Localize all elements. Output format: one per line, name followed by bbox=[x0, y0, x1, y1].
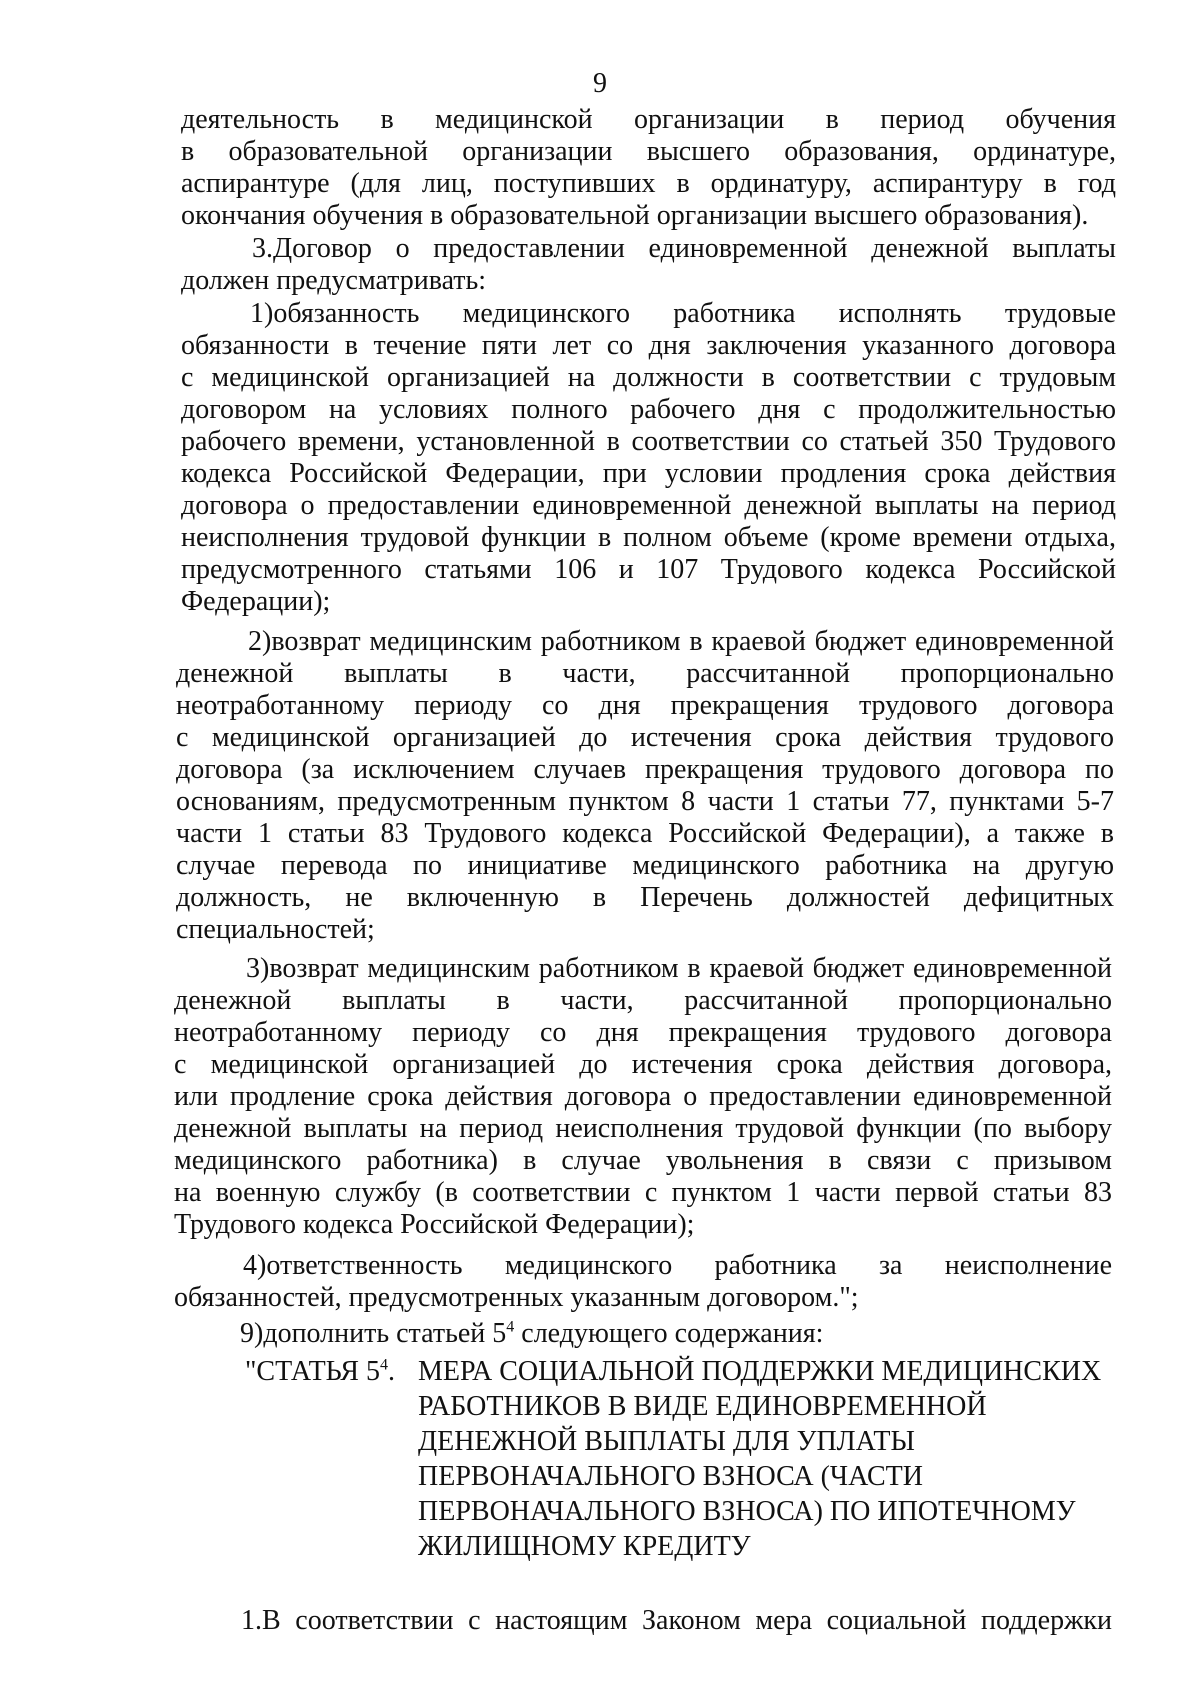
text-line: денежной выплаты на период неисполнения трудовой функции (по выбору bbox=[174, 1113, 1112, 1144]
text-line: предусмотренного статьями 106 и 107 Трудового кодекса Российской bbox=[181, 554, 1116, 585]
text-line: неотработанному периоду со дня прекращения трудового договора bbox=[174, 1017, 1112, 1048]
text-line: договора (за исключением случаев прекращения трудового договора по bbox=[176, 754, 1114, 785]
article-title-line: ПЕРВОНАЧАЛЬНОГО ВЗНОСА) ПО ИПОТЕЧНОМУ bbox=[418, 1496, 1076, 1527]
text-line: Трудового кодекса Российской Федерации); bbox=[174, 1209, 695, 1240]
item9-superscript: 4 bbox=[506, 1318, 515, 1336]
text-line: кодекса Российской Федерации, при условии продления срока действия bbox=[181, 458, 1116, 489]
text-line: договора о предоставлении единовременной денежной выплаты на период bbox=[181, 490, 1116, 521]
text-line: 2)возврат медицинским работником в краевой бюджет единовременной bbox=[248, 626, 1114, 657]
item9-prefix: 9)дополнить статьей 5 bbox=[240, 1318, 507, 1349]
text-line: обязанностей, предусмотренных указанным договором."; bbox=[174, 1282, 859, 1313]
text-line: 1.В соответствии с настоящим Законом мера социальной поддержки bbox=[241, 1605, 1112, 1636]
text-line: обязанности в течение пяти лет со дня заключения указанного договора bbox=[181, 330, 1116, 361]
text-line: рабочего времени, установленной в соответствии со статьей 350 Трудового bbox=[181, 426, 1116, 457]
text-line: 3.Договор о предоставлении единовременной денежной выплаты bbox=[252, 233, 1116, 264]
text-line: основаниям, предусмотренным пунктом 8 части 1 статьи 77, пунктами 5-7 bbox=[176, 786, 1114, 817]
article-title-line: МЕРА СОЦИАЛЬНОЙ ПОДДЕРЖКИ МЕДИЦИНСКИХ bbox=[418, 1356, 1102, 1387]
article-label-prefix: "СТАТЬЯ 5 bbox=[245, 1356, 380, 1387]
text-line: специальностей; bbox=[176, 914, 375, 945]
text-line: медицинского работника) в случае увольнения в связи с призывом bbox=[174, 1145, 1112, 1176]
text-line: 1)обязанность медицинского работника исполнять трудовые bbox=[250, 298, 1116, 329]
article-title-line: ПЕРВОНАЧАЛЬНОГО ВЗНОСА (ЧАСТИ bbox=[418, 1461, 923, 1492]
text-line: окончания обучения в образовательной организации высшего образования). bbox=[181, 200, 1089, 231]
text-line: деятельность в медицинской организации в период обучения bbox=[181, 104, 1116, 135]
text-line: аспирантуре (для лиц, поступивших в ординатуру, аспирантуру в год bbox=[181, 168, 1116, 199]
article-label bbox=[245, 1356, 395, 1388]
text-line: с медицинской организацией на должности в соответствии с трудовым bbox=[181, 362, 1116, 393]
article-label-superscript: 4 bbox=[379, 1356, 388, 1374]
article-title-line: ДЕНЕЖНОЙ ВЫПЛАТЫ ДЛЯ УПЛАТЫ bbox=[418, 1426, 915, 1457]
text-line: договором на условиях полного рабочего дня с продолжительностью bbox=[181, 394, 1116, 425]
text-line: должность, не включенную в Перечень должностей дефицитных bbox=[176, 882, 1114, 913]
text-line: или продление срока действия договора о предоставлении единовременной bbox=[174, 1081, 1112, 1112]
text-line bbox=[240, 1318, 1110, 1350]
text-line: в образовательной организации высшего образования, ординатуре, bbox=[181, 136, 1116, 167]
text-line: 4)ответственность медицинского работника за неисполнение bbox=[243, 1250, 1112, 1281]
text-line: должен предусматривать: bbox=[181, 265, 487, 296]
item9-suffix: следующего содержания: bbox=[514, 1318, 824, 1349]
text-line: Федерации); bbox=[181, 586, 331, 617]
text-line: с медицинской организацией до истечения срока действия договора, bbox=[174, 1049, 1112, 1080]
page-number: 9 bbox=[593, 68, 607, 99]
article-title-line: РАБОТНИКОВ В ВИДЕ ЕДИНОВРЕМЕННОЙ bbox=[418, 1391, 987, 1422]
text-line: денежной выплаты в части, рассчитанной пропорционально bbox=[176, 658, 1114, 689]
article-title-line: ЖИЛИЩНОМУ КРЕДИТУ bbox=[418, 1531, 751, 1562]
text-line: неотработанному периоду со дня прекращения трудового договора bbox=[176, 690, 1114, 721]
text-line: на военную службу (в соответствии с пунктом 1 части первой статьи 83 bbox=[174, 1177, 1112, 1208]
text-line: части 1 статьи 83 Трудового кодекса Российской Федерации), а также в bbox=[176, 818, 1114, 849]
text-line: денежной выплаты в части, рассчитанной пропорционально bbox=[174, 985, 1112, 1016]
article-label-suffix: . bbox=[387, 1356, 395, 1387]
text-line: с медицинской организацией до истечения срока действия трудового bbox=[176, 722, 1114, 753]
text-line: 3)возврат медицинским работником в краевой бюджет единовременной bbox=[246, 953, 1112, 984]
text-line: случае перевода по инициативе медицинского работника на другую bbox=[176, 850, 1114, 881]
text-line: неисполнения трудовой функции в полном объеме (кроме времени отдыха, bbox=[181, 522, 1116, 553]
